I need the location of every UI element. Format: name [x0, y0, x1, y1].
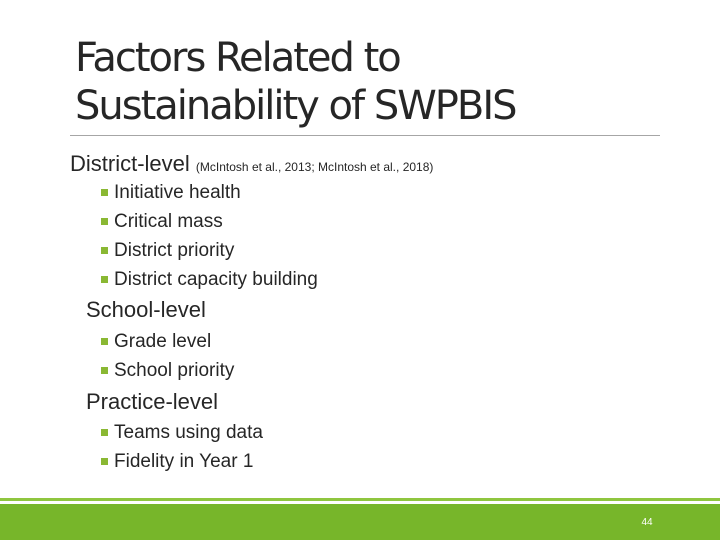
district-level-heading: [70, 151, 433, 180]
district-level-list: [101, 178, 318, 294]
list-item-text: Critical mass: [114, 211, 223, 232]
section-heading-label: Practice-level: [86, 389, 219, 414]
square-bullet-icon: [101, 276, 108, 283]
footer-accent-line: [0, 498, 720, 501]
list-item-text: School priority: [114, 360, 235, 381]
page-number: 44: [641, 517, 653, 528]
list-item: [101, 236, 318, 265]
footer-band: [0, 504, 720, 540]
square-bullet-icon: [101, 189, 108, 196]
square-bullet-icon: [101, 458, 108, 465]
section-heading-label: School-level: [86, 297, 206, 322]
square-bullet-icon: [101, 429, 108, 436]
square-bullet-icon: [101, 338, 108, 345]
list-item-text: District priority: [114, 240, 235, 261]
list-item-text: District capacity building: [114, 269, 318, 290]
list-item-text: Initiative health: [114, 182, 241, 203]
practice-level-heading: [86, 389, 218, 415]
school-level-list: [101, 327, 234, 385]
title-divider: [70, 135, 660, 136]
slide-title-line-2: Sustainability of SWPBIS: [75, 83, 516, 129]
list-item-text: Grade level: [114, 331, 212, 352]
list-item: [101, 178, 318, 207]
square-bullet-icon: [101, 218, 108, 225]
slide-title-line-1: Factors Related to: [75, 35, 400, 81]
list-item: [101, 418, 263, 447]
list-item: [101, 447, 263, 476]
square-bullet-icon: [101, 247, 108, 254]
section-heading-label: District-level: [70, 151, 190, 176]
school-level-heading: [86, 297, 206, 323]
list-item: [101, 265, 318, 294]
list-item-text: Fidelity in Year 1: [114, 451, 254, 472]
citation: (McIntosh et al., 2013; McIntosh et al., 2018): [195, 160, 434, 174]
practice-level-list: [101, 418, 263, 476]
slide-title: [75, 34, 675, 130]
square-bullet-icon: [101, 367, 108, 374]
list-item: [101, 327, 234, 356]
list-item: [101, 356, 234, 385]
list-item: [101, 207, 318, 236]
list-item-text: Teams using data: [114, 422, 263, 443]
